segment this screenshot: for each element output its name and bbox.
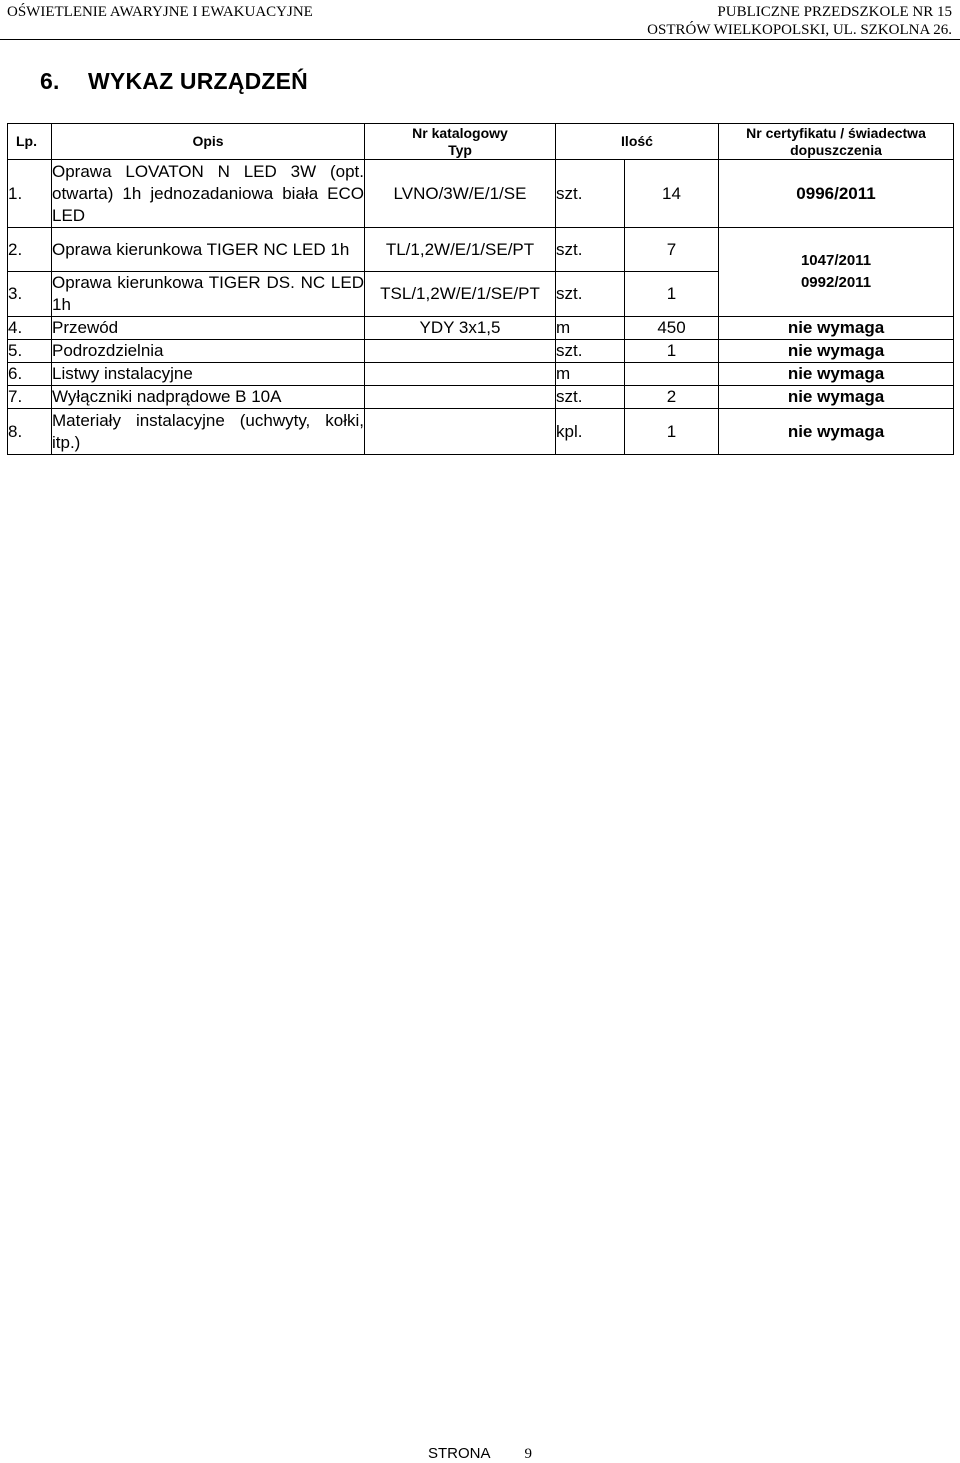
cert-value: 0992/2011 — [800, 274, 872, 291]
cell-lp: 7. — [8, 386, 52, 409]
footer-label: STRONA — [427, 1445, 491, 1462]
cell-qty: 450 — [625, 317, 719, 340]
cell-nr: YDY 3x1,5 — [365, 317, 556, 340]
cell-opis: Listwy instalacyjne — [52, 363, 365, 386]
cell-nr — [365, 386, 556, 409]
cell-cert: nie wymaga — [719, 340, 954, 363]
cell-nr — [365, 409, 556, 455]
cell-lp: 5. — [8, 340, 52, 363]
cell-opis: Przewód — [52, 317, 365, 340]
cell-unit: kpl. — [556, 409, 625, 455]
cell-qty: 1 — [625, 409, 719, 455]
cell-unit: szt. — [556, 272, 625, 317]
table-header-row — [8, 124, 954, 160]
cell-unit: szt. — [556, 228, 625, 272]
cell-lp: 1. — [8, 160, 52, 228]
cell-lp: 8. — [8, 409, 52, 455]
table-row — [8, 363, 954, 386]
header-cert-line2: dopuszczenia — [790, 141, 882, 158]
header-nr-katalogowy — [365, 124, 556, 160]
table-row — [8, 160, 954, 228]
header-cert-line1: Nr certyfikatu / świadectwa — [746, 124, 926, 141]
section-number: 6. — [40, 68, 60, 94]
header-institution — [647, 3, 952, 39]
cell-lp: 2. — [8, 228, 52, 272]
cell-lp: 3. — [8, 272, 52, 317]
cell-nr — [365, 340, 556, 363]
cell-nr: TSL/1,2W/E/1/SE/PT — [365, 272, 556, 317]
cell-opis: Materiały instalacyjne (uchwyty, kołki, itp.) — [52, 409, 365, 455]
table-row — [8, 340, 954, 363]
header-certyfikat — [719, 124, 954, 160]
section-heading — [40, 68, 308, 95]
cell-opis: Oprawa LOVATON N LED 3W (opt. otwarta) 1h jednozadaniowa biała ECO LED — [52, 160, 365, 228]
cell-qty: 2 — [625, 386, 719, 409]
page-number: 9 — [524, 1446, 532, 1462]
cell-nr: LVNO/3W/E/1/SE — [365, 160, 556, 228]
header-nr-line2: Typ — [448, 141, 472, 158]
header-opis: Opis — [52, 124, 365, 160]
table-row — [8, 228, 954, 272]
cell-nr: TL/1,2W/E/1/SE/PT — [365, 228, 556, 272]
cell-qty — [625, 363, 719, 386]
table-row — [8, 317, 954, 340]
section-title: WYKAZ URZĄDZEŃ — [88, 68, 308, 94]
cell-cert: nie wymaga — [719, 363, 954, 386]
table-row — [8, 386, 954, 409]
cell-cert: nie wymaga — [719, 409, 954, 455]
header-institution-name: PUBLICZNE PRZEDSZKOLE NR 15 — [717, 4, 952, 20]
cell-opis: Podrozdzielnia — [52, 340, 365, 363]
cell-opis: Wyłączniki nadprądowe B 10A — [52, 386, 365, 409]
cell-lp: 6. — [8, 363, 52, 386]
header-institution-address: OSTRÓW WIELKOPOLSKI, UL. SZKOLNA 26. — [647, 22, 952, 38]
cell-opis: Oprawa kierunkowa TIGER NC LED 1h — [52, 228, 365, 272]
cell-unit: szt. — [556, 160, 625, 228]
equipment-table — [7, 123, 954, 455]
cell-unit: szt. — [556, 340, 625, 363]
header-ilosc: Ilość — [556, 124, 719, 160]
cell-qty: 7 — [625, 228, 719, 272]
cell-nr — [365, 363, 556, 386]
cell-unit: szt. — [556, 386, 625, 409]
page-footer — [0, 1445, 960, 1463]
cell-lp: 4. — [8, 317, 52, 340]
header-lp: Lp. — [8, 124, 52, 160]
cell-qty: 1 — [625, 272, 719, 317]
cell-cert: nie wymaga — [719, 386, 954, 409]
header-divider — [0, 39, 960, 40]
cell-cert-shared — [719, 228, 954, 317]
cert-value: 1047/2011 — [800, 252, 872, 269]
header-nr-line1: Nr katalogowy — [412, 124, 508, 141]
cell-unit: m — [556, 363, 625, 386]
cell-opis: Oprawa kierunkowa TIGER DS. NC LED 1h — [52, 272, 365, 317]
cell-unit: m — [556, 317, 625, 340]
cell-cert: 0996/2011 — [719, 160, 954, 228]
header-document-title: OŚWIETLENIE AWARYJNE I EWAKUACYJNE — [7, 4, 313, 20]
cell-cert: nie wymaga — [719, 317, 954, 340]
cell-qty: 1 — [625, 340, 719, 363]
table-row — [8, 409, 954, 455]
cell-qty: 14 — [625, 160, 719, 228]
